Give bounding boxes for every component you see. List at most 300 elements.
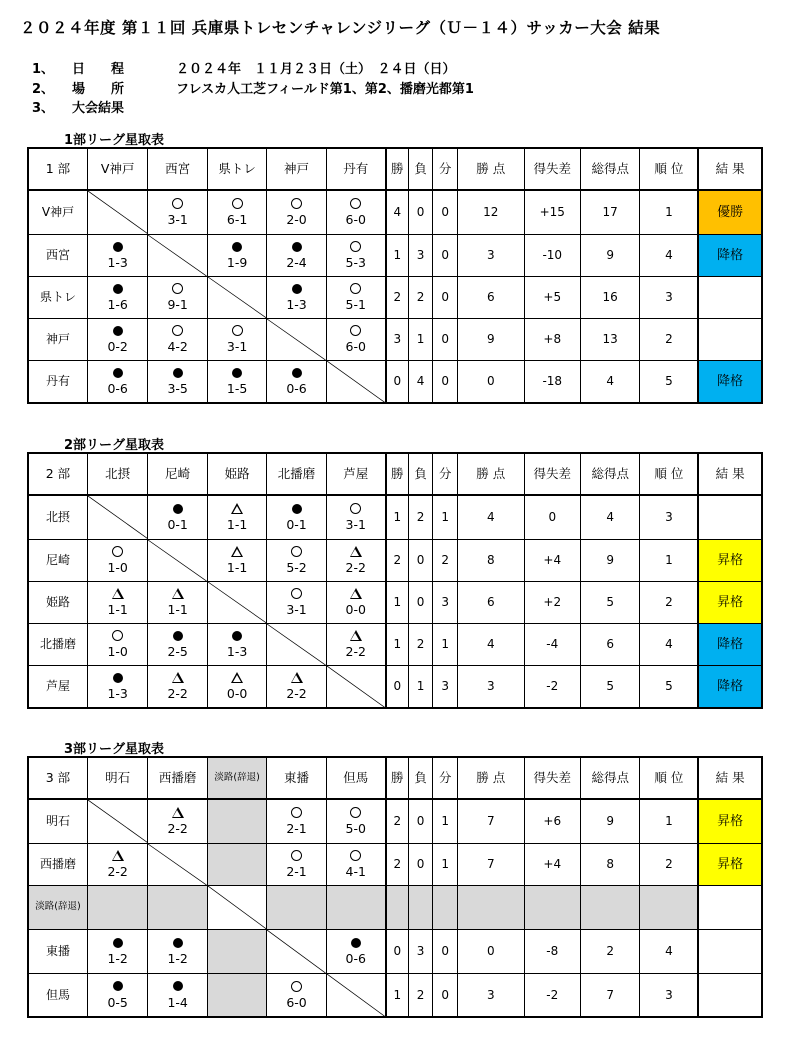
- diagonal-cell: [326, 665, 385, 708]
- match-symbol: [148, 323, 206, 339]
- match-score: 0-5: [107, 994, 128, 1010]
- column-team-header: 北摂: [87, 453, 147, 495]
- info-line-venue: [32, 78, 474, 97]
- match-score: 1-6: [107, 297, 128, 312]
- match-score: 5-2: [286, 560, 307, 575]
- stat-header: 得失差: [524, 453, 580, 495]
- stat-cell: [524, 885, 580, 929]
- match-result-cell: [87, 276, 147, 318]
- loss-dot-icon: [113, 326, 123, 336]
- match-result-cell: [326, 190, 385, 234]
- loss-dot-icon: [173, 504, 183, 514]
- match-result-cell: [87, 539, 147, 581]
- match-result-cell: [148, 190, 207, 234]
- match-symbol: [88, 848, 147, 864]
- loss-dot-icon: [173, 368, 183, 378]
- stat-cell: 3: [640, 495, 698, 539]
- stat-cell: 0: [433, 276, 458, 318]
- win-circle-icon: [232, 325, 243, 336]
- match-score: 1-3: [286, 297, 307, 312]
- match-symbol: [208, 365, 266, 381]
- match-symbol: [208, 544, 266, 560]
- stat-cell: 0: [408, 843, 433, 885]
- result-badge: [698, 495, 762, 539]
- draw-triangle-icon: [112, 588, 124, 599]
- match-symbol: [88, 281, 147, 297]
- loss-dot-icon: [113, 981, 123, 991]
- diagonal-line: [267, 319, 325, 360]
- stat-cell: 2: [386, 843, 409, 885]
- result-badge: [698, 885, 762, 929]
- diagonal-line: [267, 930, 325, 973]
- row-team-name: 北播磨: [28, 623, 87, 665]
- match-score: 1-1: [107, 602, 128, 617]
- match-result-cell: [267, 495, 326, 539]
- match-result-cell: [148, 623, 207, 665]
- stat-header: 勝 点: [457, 757, 524, 799]
- match-score: 4-1: [345, 864, 366, 879]
- row-team-name: 西宮: [28, 234, 87, 276]
- diagonal-line: [208, 582, 266, 623]
- league-corner-label: 1 部: [28, 148, 87, 190]
- match-score: 1-3: [107, 686, 128, 702]
- match-symbol: [327, 323, 385, 339]
- stat-cell: 0: [408, 581, 433, 623]
- match-symbol: [88, 323, 147, 339]
- stat-cell: 4: [580, 360, 639, 403]
- table-row: [28, 539, 762, 581]
- diagonal-line: [208, 277, 266, 318]
- match-result-cell: [207, 623, 266, 665]
- stat-cell: 3: [433, 665, 458, 708]
- match-result-cell: [148, 665, 207, 708]
- match-result-cell: [267, 539, 326, 581]
- match-score: 0-6: [107, 381, 128, 397]
- match-score: 2-2: [286, 686, 307, 702]
- draw-triangle-icon: [350, 546, 362, 557]
- stat-cell: 4: [640, 623, 698, 665]
- league-3-title: 3部リーグ星取表: [64, 742, 165, 757]
- row-team-name: 西播磨: [28, 843, 87, 885]
- stat-header: 負: [408, 453, 433, 495]
- stat-header: 勝: [386, 757, 409, 799]
- win-circle-icon: [291, 981, 302, 992]
- withdrawn-cell: [207, 799, 266, 843]
- table-row: [28, 929, 762, 973]
- stat-cell: 4: [408, 360, 433, 403]
- match-result-cell: [87, 929, 147, 973]
- table-row: [28, 318, 762, 360]
- table-row: [28, 665, 762, 708]
- match-symbol: [267, 670, 325, 686]
- stat-cell: +15: [524, 190, 580, 234]
- stat-cell: 0: [386, 665, 409, 708]
- stat-cell: 2: [408, 973, 433, 1017]
- info-number: 2、: [32, 82, 55, 97]
- match-result-cell: [326, 929, 385, 973]
- table-row: [28, 623, 762, 665]
- header-row: [28, 148, 762, 190]
- stat-cell: 0: [433, 234, 458, 276]
- withdrawn-cell: [207, 929, 266, 973]
- match-score: 4-2: [167, 339, 188, 354]
- match-symbol: [327, 544, 385, 560]
- match-result-cell: [267, 234, 326, 276]
- match-result-cell: [148, 973, 207, 1017]
- match-symbol: [327, 281, 385, 297]
- stat-cell: 5: [640, 360, 698, 403]
- result-badge: 昇格: [698, 799, 762, 843]
- match-result-cell: [207, 539, 266, 581]
- column-team-header: 神戸: [267, 148, 326, 190]
- win-circle-icon: [172, 283, 183, 294]
- stat-cell: 0: [433, 318, 458, 360]
- loss-dot-icon: [232, 631, 242, 641]
- win-circle-icon: [172, 325, 183, 336]
- column-team-header: 丹有: [326, 148, 385, 190]
- match-result-cell: [267, 581, 326, 623]
- match-result-cell: [267, 843, 326, 885]
- column-team-header: 淡路(辞退): [207, 757, 266, 799]
- stat-cell: 2: [408, 623, 433, 665]
- win-circle-icon: [350, 241, 361, 252]
- match-score: 1-5: [226, 381, 248, 397]
- match-result-cell: [207, 665, 266, 708]
- diagonal-cell: [267, 318, 326, 360]
- stat-cell: 1: [386, 495, 409, 539]
- stat-cell: 0: [457, 360, 524, 403]
- draw-triangle-icon: [172, 807, 184, 818]
- row-team-name: 神戸: [28, 318, 87, 360]
- stat-cell: 2: [640, 843, 698, 885]
- stat-cell: 6: [457, 276, 524, 318]
- stat-cell: 7: [457, 843, 524, 885]
- match-symbol: [208, 323, 266, 339]
- result-badge: 降格: [698, 623, 762, 665]
- match-score: 1-1: [167, 602, 188, 617]
- stat-cell: 1: [386, 234, 409, 276]
- diagonal-cell: [207, 885, 266, 929]
- stat-cell: 4: [386, 190, 409, 234]
- loss-dot-icon: [113, 673, 123, 683]
- stat-cell: 3: [457, 665, 524, 708]
- match-symbol: [148, 196, 206, 212]
- stat-cell: [433, 885, 458, 929]
- match-symbol: [148, 670, 206, 686]
- row-team-name: 淡路(辞退): [28, 885, 87, 929]
- loss-dot-icon: [113, 938, 123, 948]
- match-symbol: [148, 935, 206, 951]
- diagonal-line: [148, 844, 206, 885]
- diagonal-line: [88, 191, 147, 234]
- stat-cell: 2: [386, 539, 409, 581]
- stat-cell: 2: [408, 495, 433, 539]
- match-result-cell: [207, 234, 266, 276]
- match-score: 2-2: [167, 686, 188, 702]
- stat-cell: 1: [433, 799, 458, 843]
- match-result-cell: [267, 276, 326, 318]
- loss-dot-icon: [292, 368, 302, 378]
- info-line-date: [32, 58, 456, 77]
- result-badge: 降格: [698, 665, 762, 708]
- result-badge: [698, 929, 762, 973]
- match-score: 2-2: [345, 560, 366, 575]
- stat-cell: 0: [433, 360, 458, 403]
- stat-header: 分: [433, 757, 458, 799]
- stat-cell: 1: [433, 495, 458, 539]
- win-circle-icon: [350, 325, 361, 336]
- stat-header: 順 位: [640, 453, 698, 495]
- stat-cell: 7: [457, 799, 524, 843]
- diagonal-cell: [207, 581, 266, 623]
- stat-header: 分: [433, 453, 458, 495]
- match-score: 9-1: [167, 297, 188, 312]
- match-score: 0-1: [167, 517, 188, 533]
- match-symbol: [267, 281, 325, 297]
- draw-triangle-icon: [172, 588, 184, 599]
- table-row: [28, 843, 762, 885]
- match-score: 5-1: [345, 297, 366, 312]
- stat-cell: 5: [640, 665, 698, 708]
- loss-dot-icon: [232, 368, 242, 378]
- stat-header: 負: [408, 757, 433, 799]
- draw-triangle-icon: [350, 588, 362, 599]
- row-team-name: 姫路: [28, 581, 87, 623]
- stat-cell: 1: [433, 843, 458, 885]
- stat-cell: 8: [580, 843, 639, 885]
- diagonal-cell: [148, 539, 207, 581]
- match-score: 1-9: [226, 255, 248, 270]
- diagonal-line: [88, 800, 147, 843]
- column-team-header: 但馬: [326, 757, 385, 799]
- stat-cell: 0: [433, 190, 458, 234]
- match-result-cell: [326, 843, 385, 885]
- league-corner-label: 2 部: [28, 453, 87, 495]
- stat-cell: [580, 885, 639, 929]
- win-circle-icon: [350, 850, 361, 861]
- win-circle-icon: [291, 546, 302, 557]
- match-score: 1-2: [167, 951, 188, 966]
- match-result-cell: [326, 799, 385, 843]
- stat-header: 総得点: [580, 757, 639, 799]
- match-result-cell: [87, 973, 147, 1017]
- win-circle-icon: [291, 588, 302, 599]
- stat-cell: 4: [457, 623, 524, 665]
- match-symbol: [148, 586, 206, 602]
- match-result-cell: [326, 276, 385, 318]
- match-result-cell: [326, 623, 385, 665]
- stat-cell: 1: [640, 539, 698, 581]
- stat-cell: 3: [408, 234, 433, 276]
- info-line-results: [32, 97, 124, 116]
- diagonal-line: [88, 496, 147, 539]
- loss-dot-icon: [173, 631, 183, 641]
- loss-dot-icon: [292, 242, 302, 252]
- match-symbol: [88, 935, 147, 951]
- table-row: [28, 885, 762, 929]
- stat-cell: +2: [524, 581, 580, 623]
- stat-cell: 2: [580, 929, 639, 973]
- table-row: [28, 276, 762, 318]
- match-result-cell: [326, 234, 385, 276]
- match-symbol: [88, 979, 147, 995]
- column-team-header: 姫路: [207, 453, 266, 495]
- info-number: 3、: [32, 101, 55, 116]
- diagonal-line: [327, 361, 385, 403]
- match-score: 5-0: [345, 821, 366, 837]
- match-result-cell: [148, 929, 207, 973]
- match-score: 3-1: [345, 517, 366, 533]
- loss-dot-icon: [113, 368, 123, 378]
- withdrawn-cell: [207, 843, 266, 885]
- row-team-name: 明石: [28, 799, 87, 843]
- match-symbol: [327, 805, 385, 821]
- draw-triangle-icon: [172, 672, 184, 683]
- stat-cell: 3: [457, 234, 524, 276]
- match-score: 1-0: [107, 644, 128, 659]
- stat-cell: -4: [524, 623, 580, 665]
- match-result-cell: [148, 495, 207, 539]
- table-row: [28, 973, 762, 1017]
- stat-cell: -18: [524, 360, 580, 403]
- match-symbol: [267, 544, 325, 560]
- match-score: 2-4: [286, 255, 307, 270]
- draw-triangle-icon: [291, 672, 303, 683]
- match-symbol: [148, 628, 206, 644]
- result-badge: 昇格: [698, 581, 762, 623]
- match-symbol: [148, 979, 206, 995]
- match-symbol: [327, 848, 385, 864]
- stat-header: 勝 点: [457, 148, 524, 190]
- column-team-header: 明石: [87, 757, 147, 799]
- column-team-header: 東播: [267, 757, 326, 799]
- column-team-header: 県トレ: [207, 148, 266, 190]
- stat-cell: 3: [640, 276, 698, 318]
- match-result-cell: [87, 843, 147, 885]
- match-score: 0-0: [226, 686, 248, 702]
- win-circle-icon: [172, 198, 183, 209]
- match-symbol: [88, 670, 147, 686]
- stat-cell: 0: [524, 495, 580, 539]
- league-corner-label: 3 部: [28, 757, 87, 799]
- match-symbol: [88, 365, 147, 381]
- draw-triangle-icon: [231, 503, 243, 514]
- match-result-cell: [267, 665, 326, 708]
- match-symbol: [208, 501, 266, 517]
- draw-triangle-icon: [231, 672, 243, 683]
- stat-cell: 5: [580, 581, 639, 623]
- match-result-cell: [87, 665, 147, 708]
- withdrawn-cell: [207, 973, 266, 1017]
- match-score: 1-4: [167, 994, 188, 1010]
- match-score: 5-3: [345, 255, 366, 270]
- match-score: 0-2: [107, 339, 128, 354]
- league-1-table: [27, 147, 763, 404]
- info-value: ２０２４年 １１月２３日（土） ２４日（日）: [176, 62, 456, 77]
- row-team-name: 東播: [28, 929, 87, 973]
- table-row: [28, 234, 762, 276]
- league-2-table: [27, 452, 763, 709]
- match-score: 3-1: [286, 602, 307, 617]
- result-badge: 降格: [698, 234, 762, 276]
- diagonal-cell: [148, 843, 207, 885]
- match-score: 1-0: [107, 560, 128, 575]
- stat-cell: 1: [433, 623, 458, 665]
- stat-header: 結 果: [698, 148, 762, 190]
- match-score: 3-1: [167, 212, 188, 228]
- stat-cell: -10: [524, 234, 580, 276]
- match-symbol: [148, 805, 206, 821]
- match-score: 6-0: [286, 994, 307, 1010]
- stat-cell: 2: [640, 581, 698, 623]
- match-score: 3-1: [226, 339, 248, 354]
- draw-triangle-icon: [350, 630, 362, 641]
- match-result-cell: [87, 234, 147, 276]
- loss-dot-icon: [173, 981, 183, 991]
- stat-cell: 2: [640, 318, 698, 360]
- win-circle-icon: [350, 807, 361, 818]
- column-team-header: 尼崎: [148, 453, 207, 495]
- match-score: 1-1: [226, 560, 248, 575]
- loss-dot-icon: [292, 284, 302, 294]
- stat-cell: 0: [408, 190, 433, 234]
- stat-cell: 3: [386, 318, 409, 360]
- win-circle-icon: [350, 503, 361, 514]
- match-score: 6-0: [345, 339, 366, 354]
- table-row: [28, 190, 762, 234]
- win-circle-icon: [112, 630, 123, 641]
- info-label: 大会結果: [72, 101, 125, 116]
- match-result-cell: [326, 581, 385, 623]
- win-circle-icon: [350, 198, 361, 209]
- stat-cell: 0: [433, 929, 458, 973]
- match-score: 1-3: [226, 644, 248, 659]
- stat-cell: 9: [580, 234, 639, 276]
- table-row: [28, 495, 762, 539]
- stat-cell: 6: [580, 623, 639, 665]
- match-symbol: [267, 196, 325, 212]
- stat-header: 勝: [386, 148, 409, 190]
- stat-cell: 0: [433, 973, 458, 1017]
- stat-cell: 1: [386, 623, 409, 665]
- diagonal-cell: [267, 623, 326, 665]
- stat-cell: [408, 885, 433, 929]
- stat-header: 総得点: [580, 453, 639, 495]
- stat-cell: 8: [457, 539, 524, 581]
- diagonal-line: [148, 540, 206, 581]
- match-score: 1-3: [107, 255, 128, 270]
- stat-cell: 1: [640, 799, 698, 843]
- win-circle-icon: [291, 850, 302, 861]
- match-score: 0-6: [286, 381, 307, 397]
- stat-cell: 16: [580, 276, 639, 318]
- match-symbol: [148, 281, 206, 297]
- win-circle-icon: [350, 283, 361, 294]
- match-score: 6-0: [345, 212, 366, 228]
- stat-cell: 1: [640, 190, 698, 234]
- stat-header: 結 果: [698, 453, 762, 495]
- loss-dot-icon: [351, 938, 361, 948]
- match-score: 0-1: [286, 517, 307, 533]
- match-result-cell: [207, 360, 266, 403]
- loss-dot-icon: [292, 504, 302, 514]
- match-result-cell: [87, 360, 147, 403]
- stat-cell: 0: [386, 360, 409, 403]
- diagonal-cell: [87, 190, 147, 234]
- match-symbol: [208, 239, 266, 255]
- diagonal-cell: [207, 276, 266, 318]
- match-symbol: [88, 239, 147, 255]
